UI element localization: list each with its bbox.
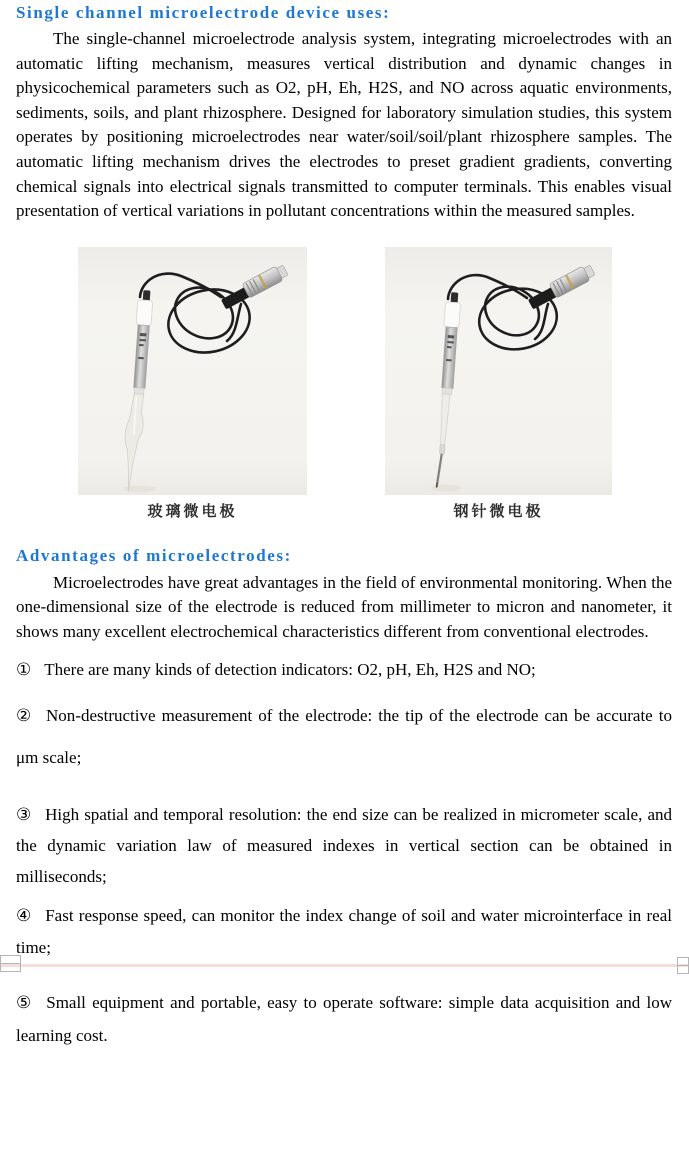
list-item-2 bbox=[16, 695, 672, 779]
list-text-4: Fast response speed, can monitor the index change of soil and water microinterface in real time; bbox=[16, 905, 672, 957]
glass-microelectrode-photo bbox=[78, 247, 307, 495]
page-break-line bbox=[0, 964, 689, 967]
list-text-3: High spatial and temporal resolution: the end size can be realized in micrometer scale, and the dynamic variation law of measured indexes in vertical section can be obtained in milliseconds; bbox=[16, 804, 672, 886]
margin-marker-cell bbox=[677, 965, 689, 974]
list-marker-4: ④ bbox=[16, 905, 33, 925]
list-marker-2: ② bbox=[16, 705, 34, 725]
list-item-5 bbox=[16, 986, 672, 1052]
list-text-2: Non-destructive measurement of the electrode: the tip of the electrode can be accurate to μm scale; bbox=[16, 705, 672, 767]
figure-caption-steel-needle: 钢针微电极 bbox=[453, 502, 544, 520]
figure-steel-needle-microelectrode bbox=[385, 247, 612, 521]
list-item-3 bbox=[16, 799, 672, 892]
figure-caption-glass: 玻璃微电极 bbox=[147, 502, 238, 520]
page-break-left-margin-marker bbox=[0, 955, 21, 972]
list-marker-1: ① bbox=[16, 659, 32, 679]
section-heading-device-uses: Single channel microelectrode device uses: bbox=[16, 3, 391, 22]
figure-glass-microelectrode bbox=[78, 247, 307, 521]
margin-marker-cell bbox=[0, 963, 21, 972]
page-break-right-margin-marker bbox=[677, 957, 689, 974]
list-text-1: There are many kinds of detection indicators: O2, pH, Eh, H2S and NO; bbox=[44, 659, 536, 679]
paragraph-device-uses: The single-channel microelectrode analysis system, integrating microelectrodes with an automatic lifting mechanism, measures vertical distribution and dynamic changes in physicochemical parameters such as O2, pH, Eh, H2S, and NO across aquatic environments, sediments, soils, and plant rhizosphere. Designed for laboratory simulation studies, this system operates by positioning microelectrodes near water/soil/soil/plant rhizosphere samples. The automatic lifting mechanism drives the electrodes to preset gradient gradients, converting chemical signals into electrical signals transmitted to computer terminals. This enables visual presentation of vertical variations in pollutant concentrations within the measured samples. bbox=[16, 29, 672, 221]
list-item-1 bbox=[16, 657, 672, 683]
list-text-5: Small equipment and portable, easy to operate software: simple data acquisition and low learning cost. bbox=[16, 992, 672, 1045]
list-marker-3: ③ bbox=[16, 804, 33, 824]
figures-row bbox=[16, 247, 672, 521]
list-marker-5: ⑤ bbox=[16, 992, 34, 1012]
paragraph-advantages: Microelectrodes have great advantages in the field of environmental monitoring. When the one-dimensional size of the electrode is reduced from millimeter to micron and nanometer, it shows many excellent electrochemical characteristics different from conventional electrodes. bbox=[16, 572, 672, 641]
section-heading-advantages: Advantages of microelectrodes: bbox=[16, 545, 292, 565]
page-break-divider bbox=[0, 962, 689, 978]
steel-needle-microelectrode-photo bbox=[385, 247, 612, 495]
list-item-4 bbox=[16, 900, 672, 964]
